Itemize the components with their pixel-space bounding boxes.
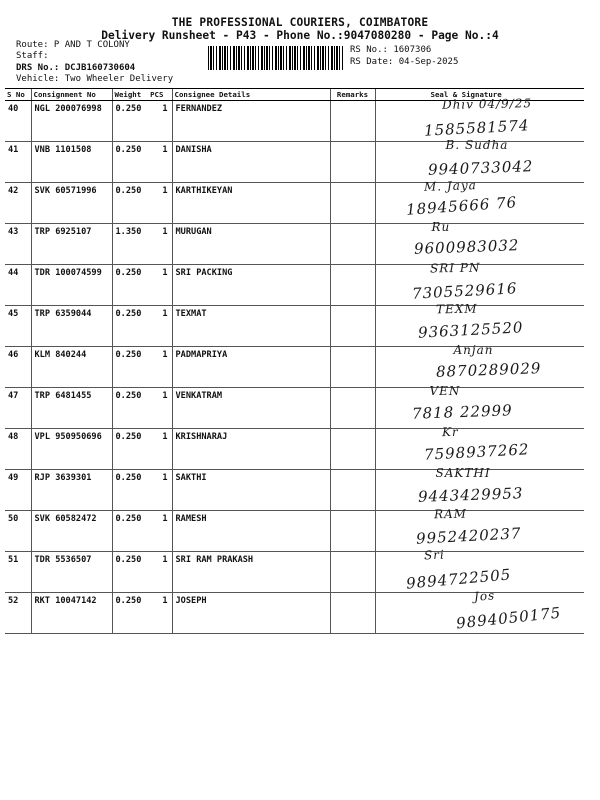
remarks-cell	[330, 593, 375, 634]
sno-cell: 51	[5, 552, 31, 593]
consignee-cell: KARTHIKEYAN	[172, 183, 330, 224]
table-row	[5, 470, 584, 511]
document-title: THE PROFESSIONAL COURIERS, COIMBATORE	[171, 16, 429, 29]
column-header-consignment: Consignment No	[31, 89, 112, 101]
weight-value: 0.250	[115, 514, 142, 524]
signature-cell	[375, 260, 584, 306]
column-header-consignee: Consignee Details	[172, 89, 330, 101]
pcs-value: 1	[162, 309, 168, 319]
weight-pcs-cell	[112, 224, 172, 265]
handwritten-phone: 7598937262	[423, 440, 530, 464]
table-row	[5, 511, 584, 552]
handwritten-signature: Jos	[473, 588, 496, 604]
sno-cell: 40	[5, 101, 31, 142]
sno-cell: 48	[5, 429, 31, 470]
remarks-cell	[330, 142, 375, 183]
handwritten-phone: 9600983032	[413, 236, 520, 258]
column-header-pcs: PCS	[150, 90, 164, 99]
consignment-cell: TRP 6481455	[31, 388, 112, 429]
consignee-cell: JOSEPH	[172, 593, 330, 634]
weight-pcs-cell	[112, 552, 172, 593]
column-header-weight-pcs	[112, 89, 172, 101]
weight-value: 0.250	[115, 104, 142, 114]
handwritten-signature: Kr	[441, 424, 459, 440]
pcs-value: 1	[162, 104, 168, 114]
weight-pcs-cell	[112, 511, 172, 552]
pcs-value: 1	[162, 268, 168, 278]
consignment-cell: VPL 950950696	[31, 429, 112, 470]
sno-cell: 46	[5, 347, 31, 388]
consignment-cell: SVK 60571996	[31, 183, 112, 224]
handwritten-phone: 9363125520	[417, 318, 524, 342]
consignee-cell: RAMESH	[172, 511, 330, 552]
signature-cell	[375, 178, 584, 224]
table-row	[5, 183, 584, 224]
pcs-value: 1	[162, 514, 168, 524]
handwritten-phone: 1585581574	[423, 116, 530, 140]
remarks-cell	[330, 306, 375, 347]
handwritten-signature: B. Sudha	[445, 138, 509, 152]
vehicle-label: Vehicle: Two Wheeler Delivery	[16, 74, 174, 84]
remarks-cell	[330, 470, 375, 511]
handwritten-phone: 9894722505	[404, 565, 512, 593]
weight-value: 0.250	[115, 268, 142, 278]
consignment-cell: NGL 200076998	[31, 101, 112, 142]
consignee-cell: PADMAPRIYA	[172, 347, 330, 388]
sno-cell: 49	[5, 470, 31, 511]
handwritten-phone: 8870289029	[435, 359, 542, 381]
consignment-cell: RKT 10047142	[31, 593, 112, 634]
table-row	[5, 265, 584, 306]
weight-pcs-cell	[112, 183, 172, 224]
consignment-cell: KLM 840244	[31, 347, 112, 388]
handwritten-phone: 7305529616	[411, 279, 518, 303]
table-row	[5, 388, 584, 429]
pcs-value: 1	[162, 350, 168, 360]
signature-cell	[375, 343, 584, 388]
pcs-value: 1	[162, 596, 168, 606]
column-header-signature: Seal & Signature	[375, 89, 584, 101]
remarks-cell	[330, 265, 375, 306]
weight-value: 0.250	[115, 145, 142, 155]
consignment-cell: TDR 5536507	[31, 552, 112, 593]
column-header-weight: Weight	[114, 90, 142, 99]
sno-cell: 41	[5, 142, 31, 183]
sno-cell: 42	[5, 183, 31, 224]
pcs-value: 1	[162, 555, 168, 565]
pcs-value: 1	[162, 432, 168, 442]
signature-cell	[375, 588, 584, 634]
handwritten-signature: SAKTHI	[435, 466, 491, 480]
consignee-cell: SRI PACKING	[172, 265, 330, 306]
remarks-cell	[330, 101, 375, 142]
table-row	[5, 142, 584, 183]
table-row	[5, 101, 584, 142]
table-row	[5, 593, 584, 634]
handwritten-signature: Ru	[431, 220, 451, 234]
remarks-cell	[330, 224, 375, 265]
sno-cell: 47	[5, 388, 31, 429]
weight-pcs-cell	[112, 142, 172, 183]
signature-cell	[375, 220, 584, 265]
staff-label: Staff:	[16, 51, 49, 61]
weight-value: 0.250	[115, 309, 142, 319]
handwritten-signature: RAM	[433, 506, 467, 522]
consignment-cell: TDR 100074599	[31, 265, 112, 306]
sno-cell: 52	[5, 593, 31, 634]
remarks-cell	[330, 183, 375, 224]
rs-number: RS No.: 1607306	[350, 45, 432, 55]
consignee-cell: MURUGAN	[172, 224, 330, 265]
remarks-cell	[330, 347, 375, 388]
handwritten-signature: Anjan	[453, 343, 494, 357]
weight-pcs-cell	[112, 593, 172, 634]
sno-cell: 44	[5, 265, 31, 306]
remarks-cell	[330, 552, 375, 593]
signature-cell	[375, 547, 584, 593]
sno-cell: 50	[5, 511, 31, 552]
signature-cell	[375, 301, 584, 347]
handwritten-phone: 9952420237	[415, 524, 522, 548]
weight-pcs-cell	[112, 265, 172, 306]
pcs-value: 1	[162, 145, 168, 155]
weight-value: 0.250	[115, 391, 142, 401]
signature-cell	[375, 384, 584, 429]
consignee-cell: VENKATRAM	[172, 388, 330, 429]
signature-cell	[375, 424, 584, 470]
consignment-cell: TRP 6925107	[31, 224, 112, 265]
weight-pcs-cell	[112, 347, 172, 388]
table-row	[5, 224, 584, 265]
sno-cell: 45	[5, 306, 31, 347]
consignee-cell: TEXMAT	[172, 306, 330, 347]
consignment-cell: SVK 60582472	[31, 511, 112, 552]
pcs-value: 1	[162, 391, 168, 401]
handwritten-signature: Dhiv 04/9/25	[441, 96, 532, 112]
weight-value: 0.250	[115, 555, 142, 565]
signature-cell	[375, 96, 584, 142]
handwritten-signature: Sri	[423, 547, 445, 563]
weight-value: 0.250	[115, 350, 142, 360]
column-header-remarks: Remarks	[330, 89, 375, 101]
sno-cell: 43	[5, 224, 31, 265]
handwritten-phone: 9940733042	[427, 157, 534, 179]
pcs-value: 1	[162, 227, 168, 237]
weight-pcs-cell	[112, 429, 172, 470]
weight-pcs-cell	[112, 470, 172, 511]
runsheet-table	[5, 88, 584, 634]
handwritten-phone: 9894050175	[454, 603, 562, 633]
drs-number: DRS No.: DCJB160730604	[16, 63, 136, 73]
handwritten-phone: 9443429953	[417, 484, 524, 506]
weight-pcs-cell	[112, 306, 172, 347]
remarks-cell	[330, 388, 375, 429]
consignee-cell: DANISHA	[172, 142, 330, 183]
signature-cell	[375, 138, 584, 183]
handwritten-phone: 18945666 76	[405, 193, 518, 219]
rs-date: RS Date: 04-Sep-2025	[350, 57, 459, 67]
remarks-cell	[330, 429, 375, 470]
remarks-cell	[330, 511, 375, 552]
weight-pcs-cell	[112, 388, 172, 429]
weight-pcs-cell	[112, 101, 172, 142]
pcs-value: 1	[162, 473, 168, 483]
table-row	[5, 347, 584, 388]
weight-value: 0.250	[115, 186, 142, 196]
signature-cell	[375, 466, 584, 511]
weight-value: 0.250	[115, 432, 142, 442]
weight-value: 1.350	[115, 227, 142, 237]
table-row	[5, 429, 584, 470]
document-subtitle: Delivery Runsheet - P43 - Phone No.:9047080280 - Page No.:4	[101, 29, 499, 42]
handwritten-signature: VEN	[429, 384, 461, 398]
pcs-value: 1	[162, 186, 168, 196]
handwritten-signature: M. Jaya	[423, 178, 477, 194]
handwritten-phone: 7818 22999	[411, 401, 513, 423]
consignee-cell: FERNANDEZ	[172, 101, 330, 142]
route-label: Route: P AND T COLONY	[16, 40, 130, 50]
column-header-sno: S No	[5, 89, 31, 101]
weight-value: 0.250	[115, 473, 142, 483]
consignment-cell: TRP 6359044	[31, 306, 112, 347]
consignee-cell: SRI RAM PRAKASH	[172, 552, 330, 593]
consignee-cell: SAKTHI	[172, 470, 330, 511]
table-row	[5, 306, 584, 347]
handwritten-signature: TEXM	[435, 301, 478, 317]
consignment-cell: VNB 1101508	[31, 142, 112, 183]
consignment-cell: RJP 3639301	[31, 470, 112, 511]
signature-cell	[375, 506, 584, 552]
consignee-cell: KRISHNARAJ	[172, 429, 330, 470]
handwritten-signature: SRI PN	[429, 260, 481, 276]
weight-value: 0.250	[115, 596, 142, 606]
barcode-image	[208, 46, 344, 70]
table-row	[5, 552, 584, 593]
